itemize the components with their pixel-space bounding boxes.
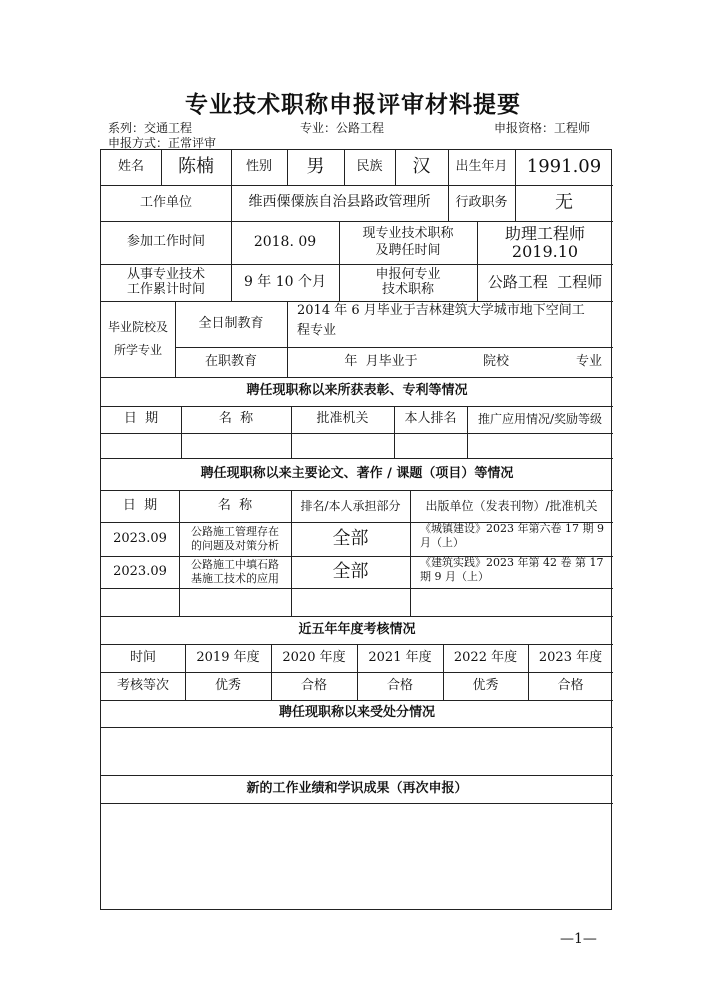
major-label: 专业：公路工程 <box>300 121 385 135</box>
application-form <box>100 149 612 910</box>
paper-publisher-line1: 《城镇建设》2023 年第六卷 17 期 9 <box>420 522 604 535</box>
paper-name-line2: 的问题及对策分析 <box>191 539 279 552</box>
employer-label: 工作单位 <box>139 194 192 210</box>
birth-value: 1991.09 <box>526 156 602 178</box>
fulltime-value <box>287 301 613 347</box>
assessment-grade: 优秀 <box>472 677 499 693</box>
papers-col-publisher: 出版单位（发表刊物）/批准机关 <box>425 498 598 513</box>
current-title-label <box>339 221 477 264</box>
papers-col-date: 日 期 <box>122 497 158 513</box>
assessment-section-title: 近五年年度考核情况 <box>298 621 416 637</box>
education-label-line1: 毕业院校及 <box>107 320 168 335</box>
parttime-month: 年 月毕业于 <box>344 353 418 369</box>
paper-publisher <box>410 522 613 556</box>
birth-label: 出生年月 <box>455 159 508 175</box>
assessment-year: 2023 年度 <box>538 649 603 665</box>
paper-name-line1: 公路施工管理存在 <box>191 525 279 539</box>
apply-title-label-line2: 技术职称 <box>381 281 434 297</box>
work-years-value: 9 年 10 个月 <box>243 273 327 290</box>
current-title-label-line1: 现专业技术职称 <box>362 226 454 242</box>
paper-name-line1: 公路施工中填石路 <box>191 558 279 572</box>
assessment-year: 2020 年度 <box>282 649 346 665</box>
papers-col-rank: 排名/本人承担部分 <box>300 498 401 513</box>
fulltime-value-line1: 2014 年 6 月毕业于吉林建筑大学城市地下空间工 <box>297 303 585 318</box>
page-number: —1— <box>560 931 597 947</box>
awards-col-name: 名 称 <box>218 411 254 427</box>
work-years-label-line2: 工作累计时间 <box>126 281 205 297</box>
apply-title-label <box>339 264 477 301</box>
row-line <box>101 803 613 804</box>
paper-date: 2023.09 <box>113 563 167 579</box>
awards-col-rank: 本人排名 <box>404 411 457 427</box>
name-value: 陈楠 <box>178 156 214 178</box>
awards-col-authority: 批准机关 <box>316 411 369 427</box>
ethnicity-label: 民族 <box>356 159 383 175</box>
row-line <box>101 588 613 589</box>
apply-title-label-line1: 申报何专业 <box>375 266 441 282</box>
paper-publisher <box>410 556 613 588</box>
employer-value: 维西傈僳族自治县路政管理所 <box>248 194 431 211</box>
paper-part: 全部 <box>332 560 369 582</box>
admin-position-label: 行政职务 <box>455 194 508 210</box>
current-title-name: 助理工程师 <box>504 223 585 243</box>
parttime-major: 专业 <box>575 353 602 369</box>
paper-publisher-line1: 《建筑实践》2023 年第 42 卷 第 17 <box>420 556 604 569</box>
paper-part: 全部 <box>332 527 369 549</box>
education-label <box>101 301 175 377</box>
assessment-grade: 合格 <box>557 677 584 693</box>
paper-date: 2023.09 <box>113 530 167 546</box>
paper-publisher-line2: 期 9 月（上） <box>420 569 489 583</box>
work-years-label <box>101 264 231 301</box>
assessment-grade: 优秀 <box>214 677 241 693</box>
apply-title-value: 公路工程 工程师 <box>487 273 603 292</box>
work-start-value: 2018. 09 <box>253 233 317 250</box>
papers-col-name: 名 称 <box>217 497 253 513</box>
papers-section-title: 聘任现职称以来主要论文、著作 / 课题（项目）等情况 <box>200 465 514 481</box>
fulltime-value-line2: 程专业 <box>297 323 337 339</box>
document-title: 专业技术职称申报评审材料提要 <box>185 92 521 118</box>
row-line <box>101 727 613 728</box>
series-label: 系列：交通工程 <box>108 121 193 135</box>
work-years-label-line1: 从事专业技术 <box>126 266 205 282</box>
ethnicity-value: 汉 <box>412 156 431 178</box>
assessment-year: 2021 年度 <box>368 649 432 665</box>
current-title-label-line2: 及聘任时间 <box>375 242 441 258</box>
parttime-school: 院校 <box>482 353 509 369</box>
awards-col-application: 推广应用情况/奖励等级 <box>477 412 603 426</box>
paper-name <box>179 556 291 588</box>
achievements-section-title: 新的工作业绩和学识成果（再次申报） <box>246 780 468 796</box>
education-label-line2: 所学专业 <box>113 343 162 357</box>
assessment-grade-label: 考核等次 <box>116 677 169 693</box>
method-label: 申报方式：正常评审 <box>108 136 217 150</box>
gender-value: 男 <box>306 156 325 178</box>
assessment-grade: 合格 <box>300 677 327 693</box>
awards-section-title: 聘任现职称以来所获表彰、专利等情况 <box>246 383 468 399</box>
current-title-value <box>477 221 613 264</box>
assessment-year: 2019 年度 <box>196 649 260 665</box>
fulltime-label: 全日制教育 <box>198 315 264 331</box>
qualification-label: 申报资格：工程师 <box>494 121 591 135</box>
parttime-label: 在职教育 <box>204 353 257 369</box>
assessment-year: 2022 年度 <box>453 649 518 665</box>
awards-col-date: 日 期 <box>123 411 159 427</box>
assessment-time-label: 时间 <box>129 649 156 665</box>
assessment-grade: 合格 <box>386 677 413 693</box>
paper-name-line2: 基施工技术的应用 <box>191 572 279 585</box>
gender-label: 性别 <box>245 159 272 175</box>
paper-name <box>179 522 291 556</box>
paper-publisher-line2: 月（上） <box>420 535 464 549</box>
admin-position-value: 无 <box>555 191 573 213</box>
name-label: 姓名 <box>117 159 144 175</box>
penalty-section-title: 聘任现职称以来受处分情况 <box>278 705 435 721</box>
work-start-label: 参加工作时间 <box>126 234 205 250</box>
current-title-date: 2019.10 <box>511 241 579 261</box>
row-line <box>101 433 613 434</box>
